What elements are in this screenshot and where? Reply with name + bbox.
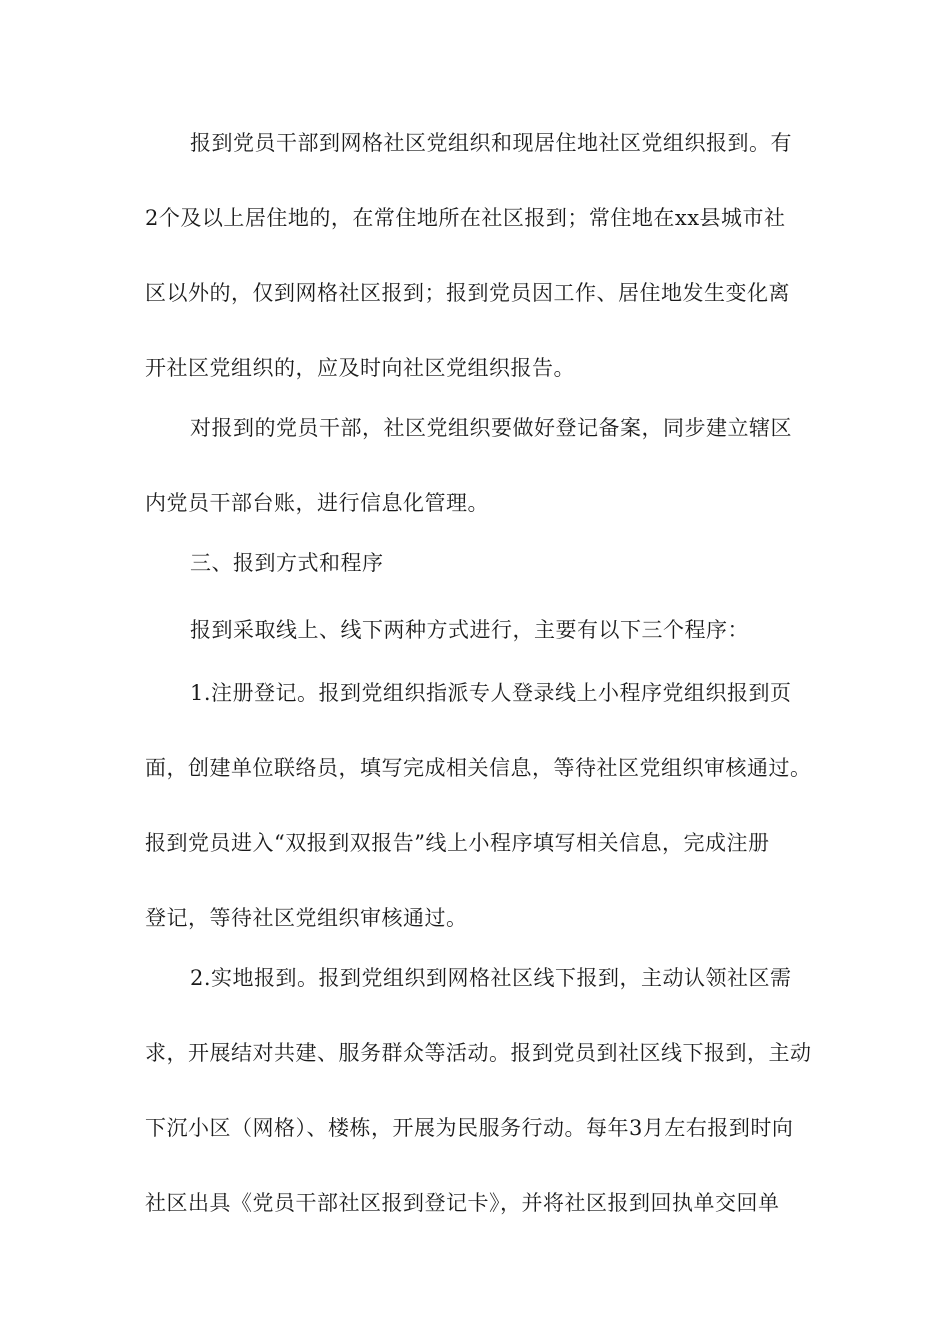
paragraph-line: 2个及以上居住地的，在常住地所在社区报到；常住地在xx县城市社 <box>145 206 786 230</box>
paragraph-line: 面，创建单位联络员，填写完成相关信息，等待社区党组织审核通过。 <box>145 756 812 780</box>
paragraph-line: 对报到的党员干部，社区党组织要做好登记备案，同步建立辖区 <box>190 416 792 440</box>
paragraph-line: 登记，等待社区党组织审核通过。 <box>145 906 468 930</box>
paragraph-line: 报到党员进入“双报到双报告”线上小程序填写相关信息，完成注册 <box>145 831 770 855</box>
paragraph-line: 报到党员干部到网格社区党组织和现居住地社区党组织报到。有 <box>190 131 792 155</box>
paragraph-line: 2.实地报到。报到党组织到网格社区线下报到，主动认领社区需 <box>190 966 792 990</box>
paragraph-line: 下沉小区（网格）、楼栋，开展为民服务行动。每年3月左右报到时向 <box>145 1116 794 1140</box>
paragraph-line: 区以外的，仅到网格社区报到；报到党员因工作、居住地发生变化离 <box>145 281 790 305</box>
paragraph-line: 社区出具《党员干部社区报到登记卡》，并将社区报到回执单交回单 <box>145 1191 780 1215</box>
paragraph-line: 求，开展结对共建、服务群众等活动。报到党员到社区线下报到，主动 <box>145 1041 812 1065</box>
section-heading: 三、报到方式和程序 <box>190 551 384 575</box>
paragraph-line: 内党员干部台账，进行信息化管理。 <box>145 491 489 515</box>
paragraph-line: 开社区党组织的，应及时向社区党组织报告。 <box>145 356 575 380</box>
paragraph-line: 1.注册登记。报到党组织指派专人登录线上小程序党组织报到页 <box>190 681 792 705</box>
paragraph-line: 报到采取线上、线下两种方式进行，主要有以下三个程序： <box>190 618 749 642</box>
